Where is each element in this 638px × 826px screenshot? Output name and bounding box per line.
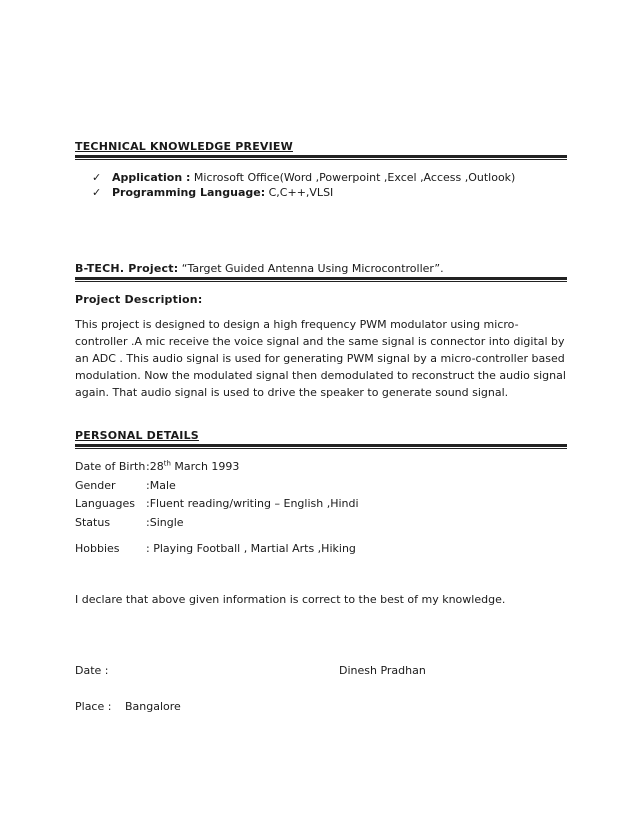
dob-label: Date of Birth [75,460,146,473]
signature-name: Dinesh Pradhan [339,664,426,677]
section-divider [75,277,567,283]
languages-label: Languages [75,497,136,510]
project-description-text: This project is designed to design a high frequency PWM modulator using micro-controller .A mic receive the voice signal and the same signal is connector into digital by an ADC . This audio signal is used for generating PWM signal by a micro-controller based modulation. Now the modulated signal then demodulated to reconstruct the audio signal again. That audio signal is used to drive the speaker to generate sound signal. [75,318,566,399]
place-label: Place : [75,700,112,713]
languages-value: :Fluent reading/writing – English ,Hindi [146,497,359,510]
date-label: Date : [75,664,109,677]
hobbies-value: : Playing Football , Martial Arts ,Hiking [146,542,356,555]
section-divider [75,155,567,161]
application-label: Application : [112,171,191,184]
checkmark-icon: ✓ [92,186,102,199]
application-value: Microsoft Office(Word ,Powerpoint ,Excel ,Access ,Outlook) [190,171,516,184]
btech-project-line [75,262,444,275]
programming-language-value: C,C++,VLSI [265,186,334,199]
personal-details-heading: PERSONAL DETAILS [75,429,199,442]
project-description-heading: Project Description: [75,293,203,306]
status-label: Status [75,516,111,529]
list-item [92,186,333,199]
btech-project-title: “Target Guided Antenna Using Microcontroller”. [178,262,444,275]
btech-project-label: B-TECH. Project: [75,262,179,275]
list-item [92,171,515,184]
place-value: Bangalore [125,700,181,713]
declaration-text: I declare that above given information is correct to the best of my knowledge. [75,593,506,606]
section-divider [75,444,567,450]
gender-label: Gender [75,479,116,492]
hobbies-label: Hobbies [75,542,120,555]
programming-language-label: Programming Language: [112,186,266,199]
dob-value: :28th March 1993 [146,459,240,473]
gender-value: :Male [146,479,176,492]
technical-knowledge-heading: TECHNICAL KNOWLEDGE PREVIEW [75,140,293,153]
checkmark-icon: ✓ [92,171,102,184]
status-value: :Single [146,516,184,529]
